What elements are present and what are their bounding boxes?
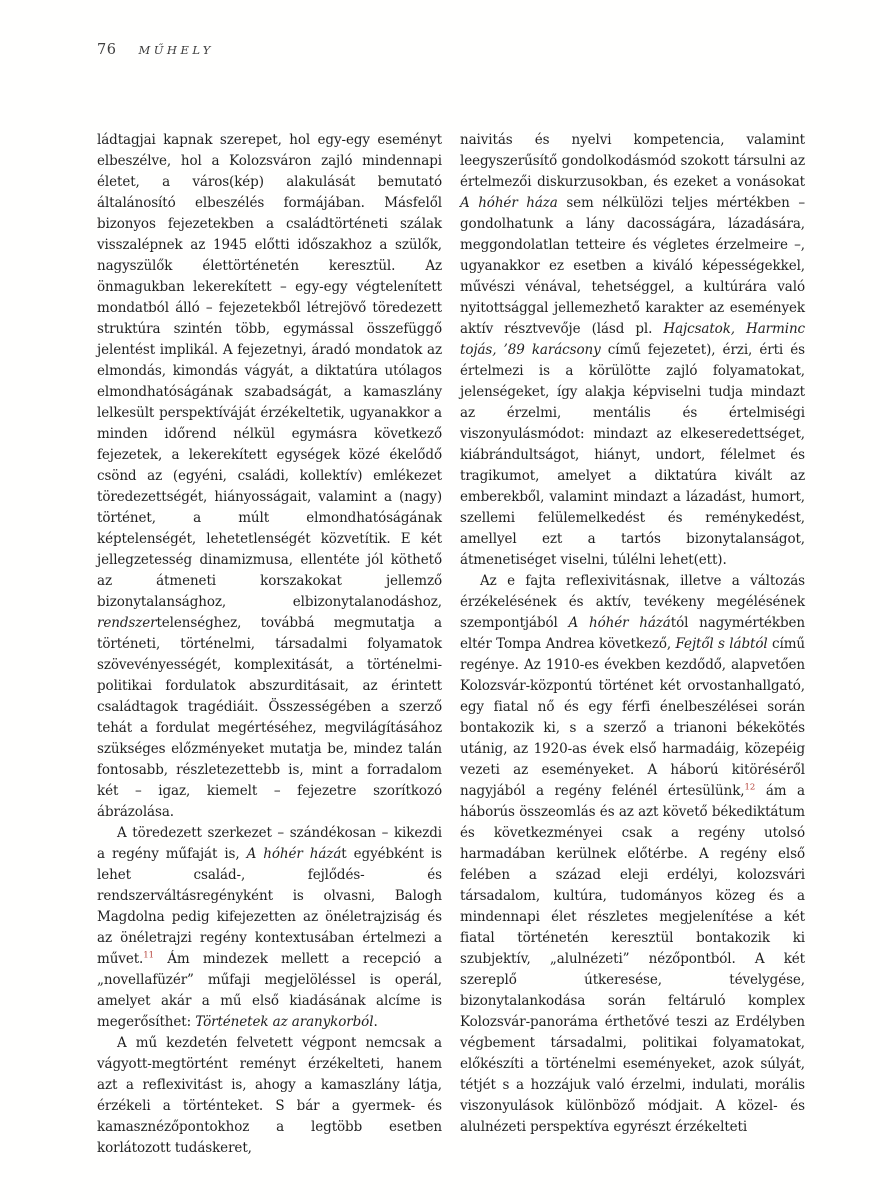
article-text-block bbox=[97, 130, 805, 1159]
paragraph bbox=[460, 130, 805, 571]
italic-title-text: A hóhér házá bbox=[568, 615, 671, 631]
paragraph bbox=[97, 130, 442, 823]
body-text: t egyébként is lehet család-, fejlődés- és rendszerváltásregényként is olvasni, Balogh Magdolna pedig kifejezetten az önéletrajziság és az önéletrajzi regény kontextusában értelmezi a művet. bbox=[97, 846, 442, 967]
italic-title-text: rendszer bbox=[97, 615, 157, 631]
body-text: tól nagymértékben eltér Tompa Andrea következő, bbox=[460, 615, 806, 652]
body-text: Ám mindezek mellett a recepció a „novellafüzér” műfaji megjelöléssel is operál, amelyet akár a mű első kiadásának alcíme is megerősíthet: bbox=[97, 951, 442, 1030]
body-text: Az e fajta reflexivitásnak, illetve a változás érzékelésének és aktív, tevékeny megélésének szempontjából bbox=[460, 573, 805, 631]
body-text: című fejezetet), érzi, érti és értelmezi is a körülötte zajló folyamatokat, jelenségeket, így alakja képviselni tudja mindazt az érzelmi, mentális és értelmiségi viszonyulásmódot: mindazt az elkeseredettséget, kiábrándultságot, hiányt, undort, félelmet és tragikumot, amelyet a diktatúra kivált az emberekből, valamint mindazt a lázadást, humort, szellemi felülemelkedést és reménykedést, amellyel ezt a tartós bizonytalanságot, átmenetiséget viselni, túlélni lehet(ett). bbox=[460, 342, 805, 568]
body-text: ládtagjai kapnak szerepet, hol egy-egy eseményt elbeszélve, hol a Kolozsváron zajló mindennapi életet, a város(kép) alakulását bemutató általánosító elbeszélés formájában. Másfelől bizonyos fejezetekben a családtörténeti szálak visszalépnek az 1945 előtti időszakhoz a szülők, nagyszülők élettörténetén keresztül. Az önmagukban lekerekített – egy-egy végtelenített mondatból álló – fejezetekből létrejövő töredezett struktúra szintén több, egymással összefüggő jelentést implikál. A fejezetnyi, áradó mondatok az elmondás, kimondás vágyát, a diktatúra utólagos elmondhatóságának szabadságát, a kamaszlány lelkesült perspektíváját érzékeltetik, ugyanakkor a minden időrend nélkül egymásra következő fejezetek, a lekerekített egységek közé ékelődő csönd az (egyéni, családi, kollektív) emlékezet töredezettségét, hiányosságait, valamint a (nagy) történet, a múlt elmondhatóságának képtelenségét, lehetetlenségét közvetítik. E két jellegzetesség dinamizmusa, ellentéte jól köthető az átmeneti korszakokat jellemző bizonytalansághoz, elbizonytalanodáshoz, bbox=[97, 132, 442, 610]
body-text: ám a háborús összeomlás és az azt követő békediktátum és következményei csak a regény utolsó harmadában kerülnek előtérbe. A regény első felében a század eleji erdélyi, kolozsvári társadalom, kultúra, tudományos közeg és a mindennapi élet részletes megjelenítése a két fiatal történetén keresztül bontakozik ki szubjektív, „alulnézeti” nézőpontból. A két szereplő útkeresése, tévelygése, bizonytalankodása során feltáruló komplex Kolozsvár-panoráma érthetővé teszi az Erdélyben végbement társadalmi, politikai folyamatokat, előkészíti a történelmi eseményeket, azok súlyát, tétjét s a hozzájuk való érzelmi, indulati, morális viszonyulások különböző módjait. A közel- és alulnézeti perspektíva egyrészt érzékelteti bbox=[460, 783, 805, 1135]
body-text: A mű kezdetén felvetett végpont nemcsak a vágyott-megtörtént reményt érzékelteti, hanem azt a reflexivitást is, ahogy a kamaszlány látja, érzékeli a történteket. S bár a gyermek- és kamasznézőpontokhoz a legtöbb esetben korlátozott tudáskeret, bbox=[97, 1035, 442, 1156]
page-number: 76 bbox=[97, 42, 117, 58]
body-text: A töredezett szerkezet – szándékosan – kikezdi a regény műfaját is, bbox=[97, 825, 442, 862]
footnote-reference: 11 bbox=[143, 950, 155, 961]
italic-title-text: Történetek az aranykorból bbox=[195, 1014, 374, 1030]
body-text: című regénye. Az 1910-es években kezdődő, alapvetően Kolozsvár-központú történet két orvostanhallgató, egy fiatal nő és egy férfi énelbeszélései során bontakozik ki, s a szerző a trianoni békekötés utánig, az 1920-as évek első harmadáig, közepéig vezeti az eseményeket. A háború kitöréséről nagyjából a regény felénél értesülünk, bbox=[460, 636, 806, 799]
left-column bbox=[97, 130, 442, 1159]
footnote-reference: 12 bbox=[744, 782, 756, 793]
body-text: naivitás és nyelvi kompetencia, valamint leegyszerűsítő gondolkodásmód szokott társulni az értelmezői diskurzusokban, és ezeket a vonásokat bbox=[460, 132, 805, 190]
paragraph bbox=[97, 1033, 442, 1159]
running-head bbox=[97, 42, 214, 58]
right-column bbox=[460, 130, 805, 1159]
paragraph bbox=[97, 823, 442, 1033]
section-title: MŰHELY bbox=[138, 43, 214, 57]
italic-title-text: Hajcsatok, Harminc tojás, ’89 karácsony bbox=[460, 321, 805, 358]
paragraph bbox=[460, 571, 805, 1138]
body-text: sem nélkülözi teljes mértékben – gondolhatunk a lány dacosságára, lázadására, meggondolatlan tetteire és végletes érzelmeire –, ugyanakkor ez esetben a kiváló képességekkel, művészi vénával, tehetséggel, a kultúrára való nyitottsággal jellemezhető karakter az események aktív résztvevője (lásd pl. bbox=[460, 195, 805, 337]
body-text: . bbox=[373, 1014, 378, 1030]
italic-title-text: A hóhér háza bbox=[460, 195, 558, 211]
body-text: telenséghez, továbbá megmutatja a történeti, történelmi, társadalmi folyamatok szövevényességét, komplexitását, a történelmi-politikai fordulatok abszurditásait, az érintett családtagok tragédiáit. Összességében a szerző tehát a fordulat megértéséhez, megvilágításához szükséges előzményeket mutatja be, mindez talán fontosabb, részletezettebb is, mint a forradalom két – igaz, kiemelt – fejezetre szorítkozó ábrázolása. bbox=[97, 615, 442, 820]
italic-title-text: Fejtől s lábtól bbox=[675, 636, 768, 652]
italic-title-text: A hóhér házá bbox=[246, 846, 342, 862]
